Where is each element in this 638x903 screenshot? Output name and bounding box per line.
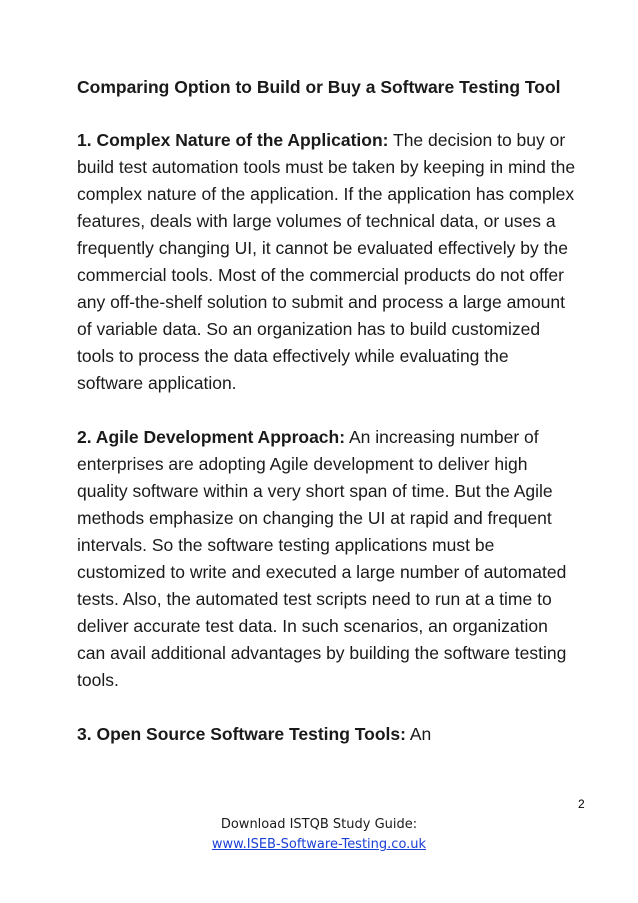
document-title: Comparing Option to Build or Buy a Software Testing Tool [77,77,561,97]
section-text: An [405,723,432,744]
footer-website-link[interactable]: www.ISEB-Software-Testing.co.uk [211,837,427,852]
section-heading: 2. Agile Development Approach: [77,426,346,447]
section-text: The decision to buy or build test automation tools must be taken by keeping in mind the complex nature of the application. If the application has complex features, deals with large volumes of technical data, or uses a frequently changing UI, it cannot be evaluated effectively by the commercial tools. Most of the commercial products do not offer any off-the-shelf solution to submit and process a large amount of variable data. So an organization has to build customized tools to process the data effectively while evaluating the software application. [77,129,576,393]
section-complex-nature [77,127,577,397]
page-number: 2 [578,797,585,811]
footer-download-text: Download ISTQB Study Guide: [220,817,418,832]
section-heading: 1. Complex Nature of the Application: [77,129,389,150]
section-open-source [77,721,577,748]
section-heading: 3. Open Source Software Testing Tools: [77,723,406,744]
document-body [77,74,577,775]
section-text: An increasing number of enterprises are adopting Agile development to deliver high quality software within a very short span of time. But the Agile methods emphasize on changing the UI at rapid and frequent intervals. So the software testing applications must be customized to write and executed a large number of automated tests. Also, the automated test scripts need to run at a time to deliver accurate test data. In such scenarios, an organization can avail additional advantages by building the software testing tools. [77,426,567,690]
section-agile-development [77,424,577,694]
footer [0,815,638,855]
